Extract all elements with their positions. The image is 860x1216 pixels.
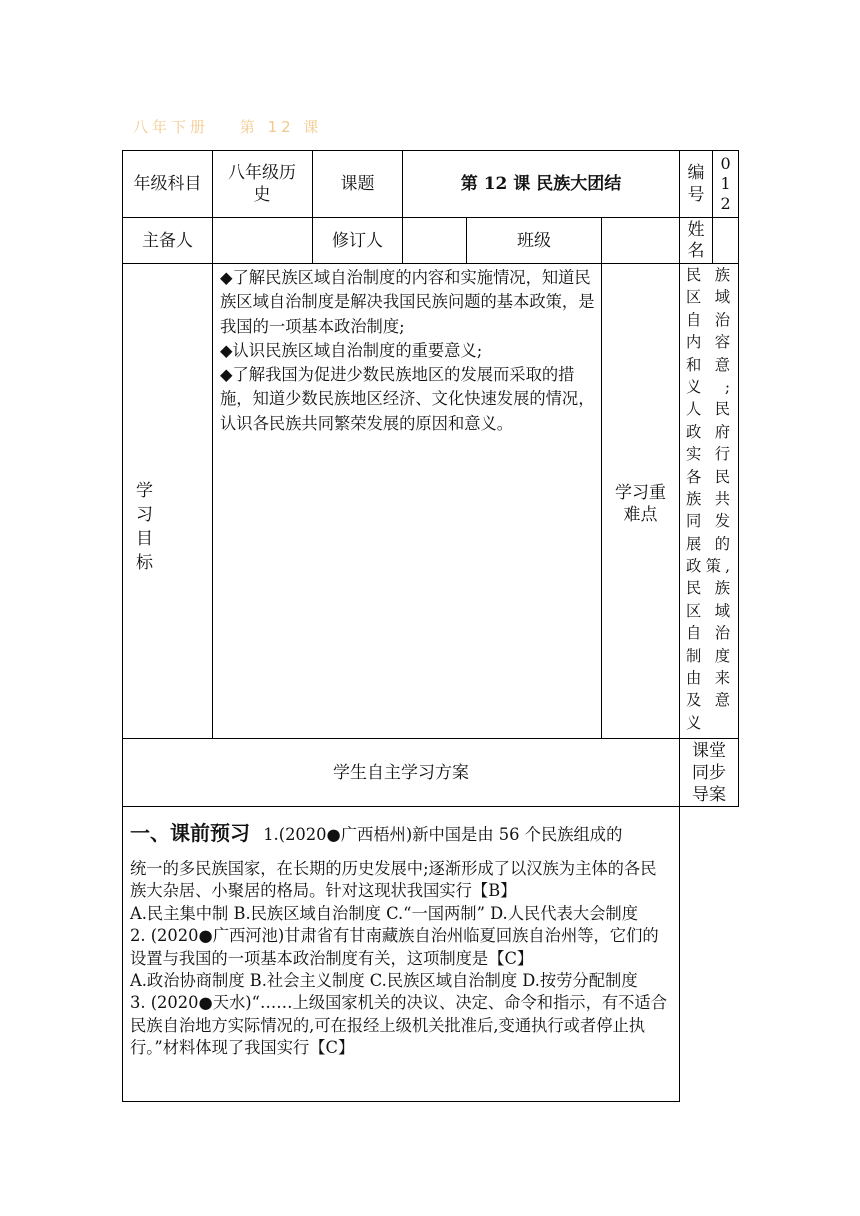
objectives-content [220,266,600,436]
class-value[interactable] [602,218,679,263]
focus-line: 展 的 [686,534,730,553]
focus-line: 内 容 [686,333,730,352]
q3-stem: 3. (2020●天水)“……上级国家机关的决议、决定、命令和指示，有不适合民族自治地方实际情况的,可在报经上级机关批准后,变通执行或者停止执行。”材料体现了我国实行【C】 [130,993,667,1058]
focus-line: 民 族 [686,579,730,598]
focus-line: 制 度 [686,646,730,665]
focus-line: 同 发 [686,512,730,531]
focus-line: 政 府 [686,422,730,441]
focus-content [686,264,730,734]
name-label [680,218,712,263]
focus-label [602,482,679,526]
name-label-text: 姓名 [687,219,705,261]
focus-line: 区 域 [686,288,730,307]
number-value-text: 012 [720,154,731,213]
class-label: 班级 [517,230,551,251]
focus-line: 实 行 [686,445,730,464]
q2-stem: 2. (2020●广西河池)甘肃省有甘南藏族自治州临夏回族自治州等，它们的设置与我国的一项基本政治制度有关，这项制度是【C】 [130,926,659,968]
objectives-label-text: 学习目标 [136,481,179,573]
grade-subject-label: 年级科目 [133,174,202,194]
focus-line: 和 意 [686,355,730,374]
focus-line: 人 民 [686,400,730,419]
objective-item: ◆了解我国为促进少数民族地区的发展而采取的措施，知道少数民族地区经济、文化快速发展的情况，认识各民族共同繁荣发展的原因和意义。 [220,365,595,433]
objective-item: ◆认识民族区域自治制度的重要意义; [220,340,483,360]
preparer-value[interactable] [213,218,312,263]
class-sync-label [680,739,738,806]
focus-line: 各 民 [686,467,730,486]
grade-subject-value: 八年级历史 [228,163,296,205]
topic-label: 课题 [340,174,375,194]
focus-line: 义 ; [686,377,730,396]
number-label-text: 编号 [687,163,705,205]
preparer-label: 主备人 [142,230,193,251]
objective-item: ◆了解民族区域自治制度的内容和实施情况，知道民族区域自治制度是解决我国民族问题的基本政策，是我国的一项基本政治制度; [220,268,595,336]
reviser-label: 修订人 [332,230,383,251]
focus-line: 区 域 [686,601,730,620]
focus-line: 自 治 [686,624,730,643]
focus-line: 族 共 [686,489,730,508]
section-title: 一、课前预习 [130,821,250,845]
class-sync-label-text: 课堂同步导案 [692,740,726,805]
number-label [680,151,712,217]
focus-line: 自 治 [686,310,730,329]
number-value [713,151,738,217]
focus-line: 及 意 [686,691,730,710]
q1-options: A.民主集中制 B.民族区域自治制度 C.“一国两制” D.人民代表大会制度 [130,903,638,923]
q1-stem-start: 1.(2020●广西梧州)新中国是由 56 个民族组成的 [263,825,623,844]
q2-options: A.政治协商制度 B.社会主义制度 C.民族区域自治制度 D.按劳分配制度 [130,971,638,991]
header-lesson: 第 12 课 [239,118,323,136]
self-study-label: 学生自主学习方案 [333,762,469,783]
q1-stem: 统一的多民族国家，在长期的历史发展中;逐渐形成了以汉族为主体的各民族大杂居、小聚居的格局。针对这现状我国实行【B】 [130,859,657,901]
focus-line: 由 来 [686,669,730,688]
name-value[interactable] [713,218,738,263]
objectives-label [136,479,198,575]
reviser-value[interactable] [403,218,466,263]
focus-line: 民 族 [686,266,730,284]
focus-label-text: 学习重难点 [615,483,666,525]
focus-line: 义 [686,713,702,732]
topic-value: 第 12 课 民族大团结 [460,174,622,194]
page-header [133,116,322,137]
practice-section [130,818,672,1060]
focus-line: 政 策 , [686,557,730,576]
header-book: 八年下册 [133,118,210,136]
